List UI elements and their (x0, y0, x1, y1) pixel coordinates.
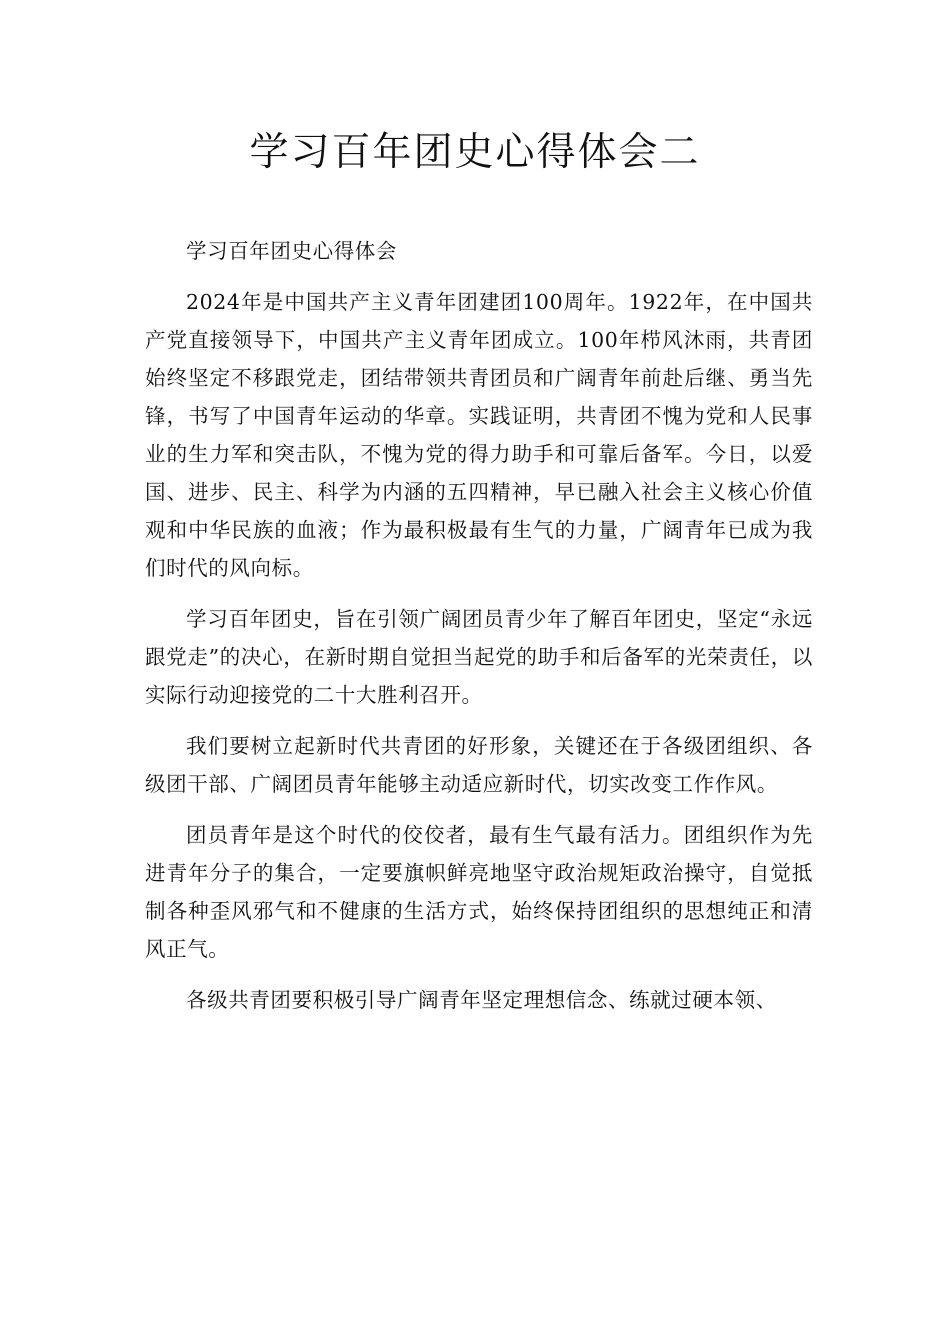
paragraph: 2024年是中国共产主义青年团建团100周年。1922年，在中国共产党直接领导下，中国共产主义青年团成立。100年栉风沐雨，共青团始终坚定不移跟党走，团结带领共青团员和广阔青年前赴后继、勇当先锋，书写了中国青年运动的华章。实践证明，共青团不愧为党和人民事业的生力军和突击队，不愧为党的得力助手和可靠后备军。今日，以爱国、进步、民主、科学为内涵的五四精神，早已融入社会主义核心价值观和中华民族的血液；作为最积极最有生气的力量，广阔青年已成为我们时代的风向标。 (145, 290, 813, 580)
document-body (145, 232, 813, 1019)
paragraph: 各级共青团要积极引导广阔青年坚定理想信念、练就过硬本领、 (186, 988, 777, 1012)
paragraph-subtitle: 学习百年团史心得体会 (186, 239, 397, 263)
paragraph: 我们要树立起新时代共青团的好形象，关键还在于各级团组织、各级团干部、广阔团员青年能够主动适应新时代，切实改变工作作风。 (145, 734, 813, 796)
document-title: 学习百年团史心得体会二 (249, 130, 701, 175)
paragraph: 学习百年团史，旨在引领广阔团员青少年了解百年团史，坚定“永远跟党走”的决心，在新时期自觉担当起党的助手和后备军的光荣责任，以实际行动迎接党的二十大胜利召开。 (145, 607, 813, 707)
paragraph: 团员青年是这个时代的佼佼者，最有生气最有活力。团组织作为先进青年分子的集合，一定要旗帜鲜亮地坚守政治规矩政治操守，自觉抵制各种歪风邪气和不健康的生活方式，始终保持团组织的思想纯正和清风正气。 (145, 823, 813, 961)
